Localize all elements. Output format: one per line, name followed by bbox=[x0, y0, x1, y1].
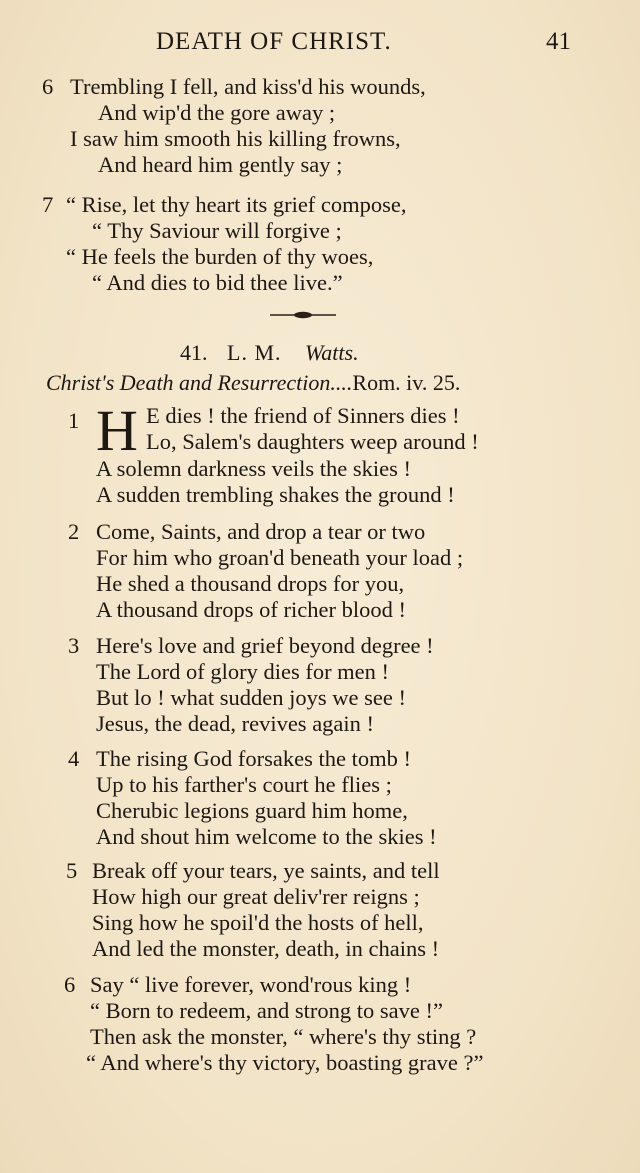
divider-ornament bbox=[268, 310, 338, 320]
stanza-number: 1 bbox=[68, 408, 80, 433]
running-head: DEATH OF CHRIST. bbox=[156, 28, 392, 55]
verse-line: Up to his farther's court he flies ; bbox=[96, 772, 392, 797]
page-header bbox=[0, 28, 640, 60]
verse-line: Here's love and grief beyond degree ! bbox=[96, 633, 434, 658]
verse-line: The Lord of glory dies for men ! bbox=[96, 659, 390, 684]
verse-line: But lo ! what sudden joys we see ! bbox=[96, 685, 406, 710]
verse-line: A sudden trembling shakes the ground ! bbox=[96, 482, 455, 507]
hymn-number: 41. bbox=[180, 340, 208, 365]
verse-line: The rising God forsakes the tomb ! bbox=[96, 746, 411, 771]
verse-line: A solemn darkness veils the skies ! bbox=[96, 456, 411, 481]
hymn-subtitle bbox=[46, 370, 460, 396]
hymn-author: Watts. bbox=[305, 340, 359, 365]
verse-line: Lo, Salem's daughters weep around ! bbox=[146, 429, 479, 454]
verse-line: “ Rise, let thy heart its grief compose, bbox=[66, 192, 407, 217]
verse-line: How high our great deliv'rer reigns ; bbox=[92, 884, 420, 909]
verse-line: E dies ! the friend of Sinners dies ! bbox=[146, 403, 460, 428]
verse-line: Trembling I fell, and kiss'd his wounds, bbox=[70, 74, 426, 99]
verse-line: “ He feels the burden of thy woes, bbox=[66, 244, 374, 269]
hymn-meter: L. M. bbox=[227, 340, 282, 365]
verse-line: Then ask the monster, “ where's thy sting ? bbox=[90, 1024, 477, 1049]
scripture-reference: Rom. iv. 25. bbox=[352, 370, 461, 395]
stanza-number: 4 bbox=[68, 746, 80, 771]
verse-line: Jesus, the dead, revives again ! bbox=[96, 711, 375, 736]
page-number: 41 bbox=[546, 28, 571, 55]
verse-line: Cherubic legions guard him home, bbox=[96, 798, 408, 823]
verse-line: He shed a thousand drops for you, bbox=[96, 571, 405, 596]
hymn-heading bbox=[180, 340, 359, 366]
stanza-number: 2 bbox=[68, 519, 80, 544]
drop-cap: H bbox=[96, 398, 138, 463]
verse-line: And wip'd the gore away ; bbox=[98, 100, 336, 125]
verse-line: A thousand drops of richer blood ! bbox=[96, 597, 406, 622]
verse-line: “ Thy Saviour will forgive ; bbox=[92, 218, 342, 243]
verse-line: And heard him gently say ; bbox=[98, 152, 343, 177]
stanza-number: 3 bbox=[68, 633, 80, 658]
verse-line: And shout him welcome to the skies ! bbox=[96, 824, 437, 849]
verse-line: Break off your tears, ye saints, and tell bbox=[92, 858, 440, 883]
verse-line: “ And where's thy victory, boasting grave ?” bbox=[86, 1050, 484, 1075]
hymn-title: Christ's Death and Resurrection.... bbox=[46, 370, 353, 395]
stanza-number: 6 bbox=[42, 74, 54, 99]
stanza-number: 6 bbox=[64, 972, 76, 997]
verse-line: Come, Saints, and drop a tear or two bbox=[96, 519, 426, 544]
verse-line: Sing how he spoil'd the hosts of hell, bbox=[92, 910, 424, 935]
verse-line: For him who groan'd beneath your load ; bbox=[96, 545, 464, 570]
verse-line: And led the monster, death, in chains ! bbox=[92, 936, 440, 961]
verse-line: “ And dies to bid thee live.” bbox=[92, 270, 343, 295]
stanza-number: 5 bbox=[66, 858, 78, 883]
verse-line: I saw him smooth his killing frowns, bbox=[70, 126, 401, 151]
stanza-number: 7 bbox=[42, 192, 54, 217]
verse-line: “ Born to redeem, and strong to save !” bbox=[90, 998, 444, 1023]
verse-line: Say “ live forever, wond'rous king ! bbox=[90, 972, 412, 997]
